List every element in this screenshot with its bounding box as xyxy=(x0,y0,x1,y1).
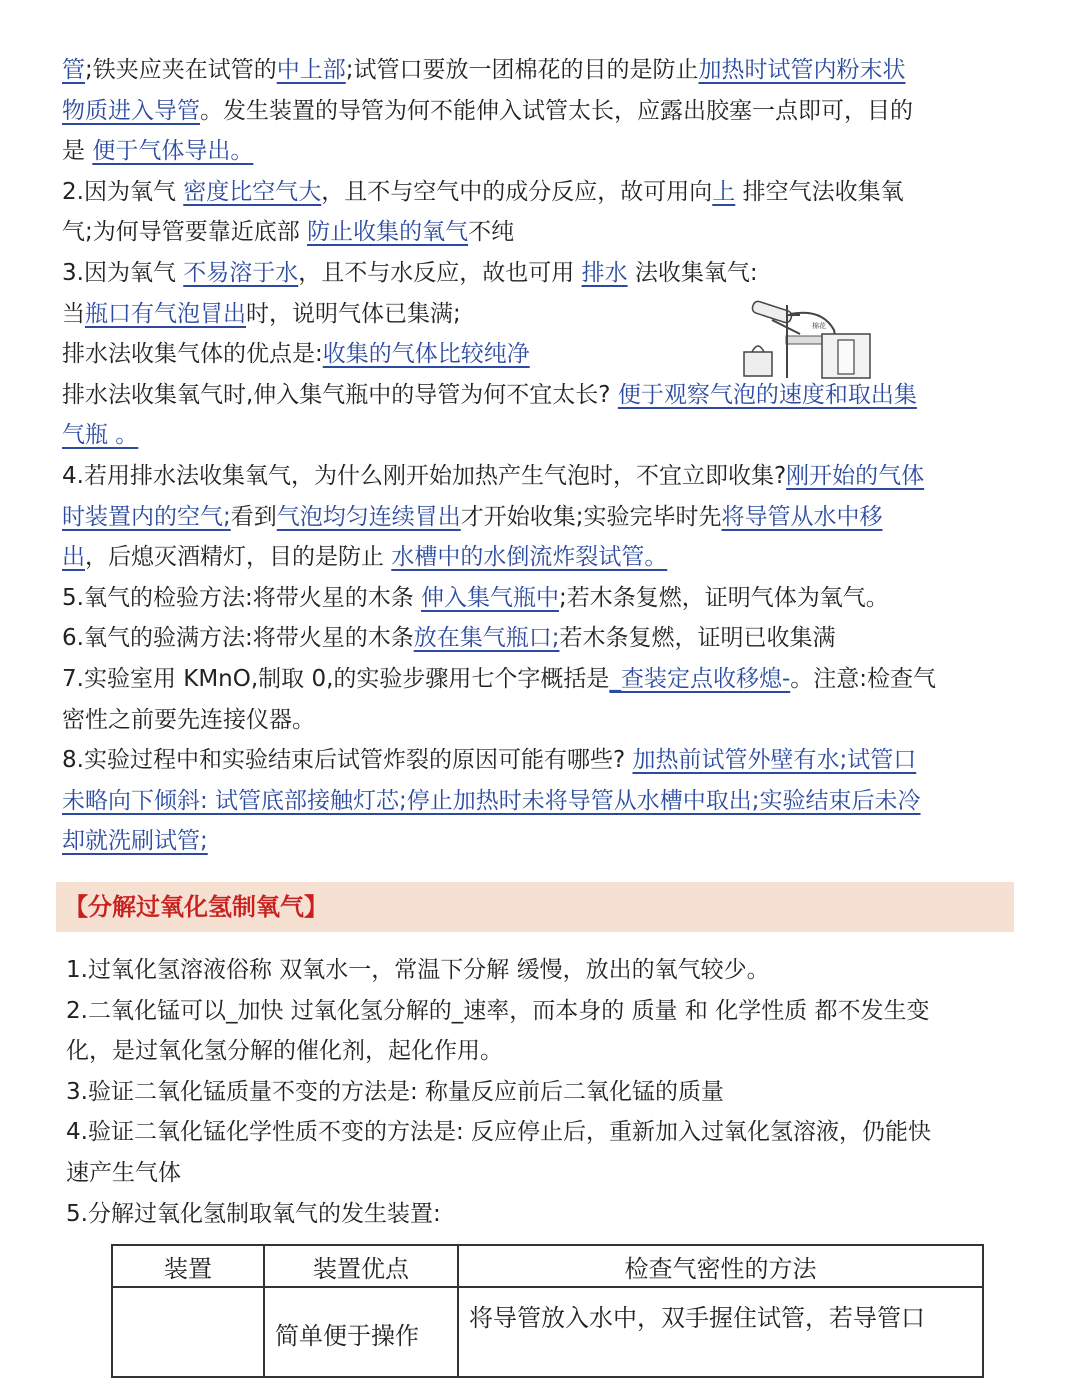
text-line: 1.过氧化氢溶液俗称 双氧水一，常温下分解 缓慢，放出的氧气较少。 xyxy=(66,957,770,983)
body-text: 当 xyxy=(62,300,85,327)
text-line: 4.验证二氧化锰化学性质不变的方法是: 反应停止后，重新加入过氧化氢溶液，仍能快 xyxy=(66,1119,932,1146)
answer-text: 便于气体导出。 xyxy=(92,138,254,165)
text-line: 5.分解过氧化氢制取氧气的发生装置: xyxy=(66,1200,441,1227)
body-text: ，且不与空气中的成分反应，故可用向 xyxy=(321,178,713,205)
answer-text: 气瓶 。 xyxy=(62,422,139,449)
text-line xyxy=(62,618,835,658)
text-line xyxy=(62,740,916,780)
answer-text: 放在集气瓶口; xyxy=(413,625,560,652)
body-text: 2.因为氧气 xyxy=(62,178,184,205)
body-text: 5.氧气的检验方法:将带火星的木条 xyxy=(62,584,422,611)
answer-text: 时装置内的空气; xyxy=(62,503,231,530)
body-text: 才开始收集;实验完毕时先 xyxy=(460,503,722,530)
body-text: 排水法收集氧气时,伸入集气瓶中的导管为何不宜太长? xyxy=(62,381,618,408)
apparatus-image-cell xyxy=(112,1287,264,1377)
answer-text: 出 xyxy=(62,544,85,571)
text-line xyxy=(62,172,904,212)
text-line xyxy=(62,50,906,90)
body-text: 是 xyxy=(62,138,93,165)
body-text: 不纯 xyxy=(468,219,515,246)
text-line xyxy=(62,91,913,131)
method-cell: 将导管放入水中，双手握住试管，若导管口 xyxy=(458,1287,983,1377)
figure-label: 棉花 xyxy=(812,322,826,330)
body-text: 排空气法收集氧 xyxy=(735,178,904,205)
answer-text: 管 xyxy=(62,57,85,83)
answer-text: 水槽中的水倒流炸裂试管。 xyxy=(391,544,668,571)
text-line xyxy=(62,781,921,821)
body-text: 6.氧气的验满方法:将带火星的木条 xyxy=(62,625,414,652)
answer-text: 却就洗刷试管; xyxy=(62,828,208,855)
answer-text: 加热时试管内粉末状 xyxy=(698,57,906,83)
body-text: ，且不与水反应，故也可用 xyxy=(298,260,582,286)
apparatus-figure xyxy=(742,300,872,382)
text-line xyxy=(62,821,208,861)
text-line xyxy=(62,578,889,618)
body-text: 8.实验过程中和实验结束后试管炸裂的原因可能有哪些? xyxy=(62,747,633,774)
answer-text: 上 xyxy=(712,178,736,205)
section-header-h2o2 xyxy=(56,882,1014,932)
answer-text: 瓶口有气泡冒出 xyxy=(85,300,246,327)
text-line: 速产生气体 xyxy=(66,1160,181,1186)
answer-text: 便于观察气泡的速度和取出集 xyxy=(617,381,917,408)
text-line xyxy=(62,456,924,496)
section-title: 【分解过氧化氢制氧气】 xyxy=(64,893,328,921)
body-text: ;试管口要放一团棉花的目的是防止 xyxy=(345,57,699,83)
table-header-cell: 装置优点 xyxy=(264,1245,458,1287)
text-line xyxy=(62,294,461,334)
body-text: ;若木条复燃，证明气体为氧气。 xyxy=(559,584,889,611)
body-text: 4.若用排水法收集氧气，为什么刚开始加热产生气泡时，不宜立即收集? xyxy=(62,463,787,489)
text-line xyxy=(62,334,530,374)
body-text: 法收集氧气: xyxy=(627,260,758,286)
answer-text: 加热前试管外壁有水;试管口 xyxy=(632,747,917,774)
text-line xyxy=(62,700,315,740)
answer-text: 防止收集的氧气 xyxy=(307,219,469,246)
table-header-cell: 装置 xyxy=(112,1245,264,1287)
text-line xyxy=(62,212,514,252)
body-text: 。注意:检查气 xyxy=(790,666,936,692)
text-line xyxy=(62,659,936,699)
table-row xyxy=(112,1287,983,1377)
text-line xyxy=(62,537,667,577)
table-header-cell: 检查气密性的方法 xyxy=(458,1245,983,1287)
text-line: 化，是过氧化氢分解的催化剂，起化作用。 xyxy=(66,1038,503,1065)
body-text: 密性之前要先连接仪器。 xyxy=(62,706,315,733)
answer-text: 将导管从水中移 xyxy=(721,503,883,530)
answer-text: 未略向下倾斜: 试管底部接触灯芯;停止加热时未将导管从水槽中取出;实验结束后未冷 xyxy=(62,787,921,814)
answer-text: 中上部 xyxy=(276,57,346,83)
apparatus-sketch xyxy=(123,1288,163,1348)
text-line xyxy=(62,131,253,171)
answer-text: 刚开始的气体 xyxy=(786,463,925,489)
body-text: 气;为何导管要靠近底部 xyxy=(62,219,308,246)
table-header-row xyxy=(112,1245,983,1287)
answer-text: _查装定点收移熄- xyxy=(609,666,791,692)
body-text: 若木条复燃，证明已收集满 xyxy=(559,625,836,652)
advantage-cell: 简单便于操作 xyxy=(264,1287,458,1377)
body-text: 7.实验室用 KMnO,制取 0,的实验步骤用七个字概括是 xyxy=(62,666,610,692)
text-line xyxy=(62,415,138,455)
answer-text: 收集的气体比较纯净 xyxy=(322,341,530,368)
body-text: 排水法收集气体的优点是: xyxy=(62,341,323,368)
body-text: 3.因为氧气 xyxy=(62,260,184,286)
text-line xyxy=(62,253,758,293)
body-text: 。发生装置的导管为何不能伸入试管太长，应露出胶塞一点即可，目的 xyxy=(200,97,913,124)
answer-text: 气泡均匀连续冒出 xyxy=(276,503,461,530)
answer-text: 伸入集气瓶中 xyxy=(421,584,560,611)
apparatus-table xyxy=(111,1244,984,1378)
answer-text: 密度比空气大 xyxy=(183,178,322,205)
body-text: ;铁夹应夹在试管的 xyxy=(85,57,277,83)
answer-text: 物质进入导管 xyxy=(62,97,200,124)
body-text: 看到 xyxy=(230,503,277,530)
body-text: ，后熄灭酒精灯，目的是防止 xyxy=(85,544,392,571)
text-line xyxy=(62,497,883,537)
answer-text: 不易溶于水 xyxy=(183,260,299,286)
text-line: 3.验证二氧化锰质量不变的方法是: 称量反应前后二氧化锰的质量 xyxy=(66,1078,725,1105)
body-text: 时，说明气体已集满; xyxy=(246,300,461,327)
text-line: 2.二氧化锰可以_加快 过氧化氢分解的_速率，而本身的 质量 和 化学性质 都不发生变 xyxy=(66,997,930,1024)
answer-text: 排水 xyxy=(581,260,628,286)
